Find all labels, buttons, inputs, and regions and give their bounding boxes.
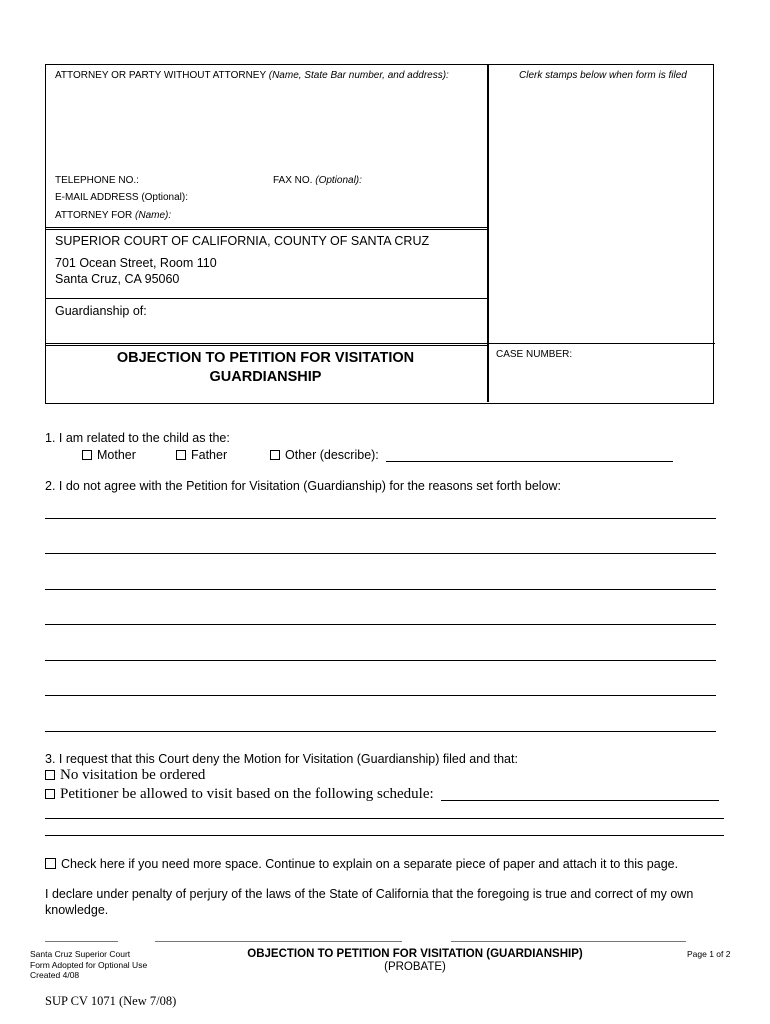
- checkbox-icon: [82, 450, 92, 460]
- item1-label: 1. I am related to the child as the:: [45, 431, 230, 445]
- footer-title-block: [220, 948, 610, 973]
- form-number: SUP CV 1071 (New 7/08): [45, 994, 177, 1008]
- item2-label: 2. I do not agree with the Petition for Visitation (Guardianship) for the reasons set forth below:: [45, 479, 562, 493]
- caption-rule: [46, 227, 487, 228]
- reason-line[interactable]: [45, 553, 716, 554]
- court-address-line2: Santa Cruz, CA 95060: [55, 272, 180, 286]
- checkbox-icon: [45, 789, 55, 799]
- reason-line[interactable]: [45, 695, 716, 696]
- case-number-label: CASE NUMBER:: [496, 349, 573, 360]
- court-name: SUPERIOR COURT OF CALIFORNIA, COUNTY OF SANTA CRUZ: [55, 234, 430, 248]
- no-visitation-option[interactable]: No visitation be ordered: [45, 767, 205, 784]
- page-number: Page 1 of 2: [687, 949, 731, 959]
- date-line[interactable]: [45, 941, 118, 942]
- schedule-line[interactable]: [45, 835, 724, 836]
- reason-line[interactable]: [45, 518, 716, 519]
- reason-line[interactable]: [45, 660, 716, 661]
- name-line[interactable]: [155, 941, 402, 942]
- other-describe-field[interactable]: [386, 461, 673, 462]
- footer-left: Santa Cruz Superior Court Form Adopted for Optional Use Created 4/08: [30, 949, 148, 980]
- clerk-stamp-label: Clerk stamps below when form is filed: [519, 70, 687, 81]
- mother-checkbox[interactable]: Mother: [82, 448, 136, 462]
- reason-line[interactable]: [45, 731, 716, 732]
- item3-label: 3. I request that this Court deny the Motion for Visitation (Guardianship) filed and that:: [45, 752, 518, 766]
- reason-line[interactable]: [45, 589, 716, 590]
- checkbox-icon: [45, 858, 56, 869]
- telephone-label: TELEPHONE NO.:: [55, 175, 139, 186]
- visit-schedule-option[interactable]: Petitioner be allowed to visit based on the following schedule:: [45, 786, 434, 803]
- signature-line[interactable]: [451, 941, 686, 942]
- court-address-line1: 701 Ocean Street, Room 110: [55, 256, 217, 270]
- reason-line[interactable]: [45, 624, 716, 625]
- caption-rule: [46, 229, 487, 230]
- caption-rule: [46, 298, 487, 299]
- caption-rule: [46, 345, 487, 346]
- checkbox-icon: [270, 450, 280, 460]
- more-space-checkbox[interactable]: Check here if you need more space. Continue to explain on a separate piece of paper and attach it to this page.: [45, 857, 678, 871]
- checkbox-icon: [45, 770, 55, 780]
- caption-rule: [46, 343, 715, 344]
- declaration-text: I declare under penalty of perjury of the laws of the State of California that the foregoing is true and correct of my own knowledge.: [45, 887, 694, 917]
- fax-label: FAX NO. (Optional):: [273, 175, 362, 186]
- attorney-for-label: ATTORNEY FOR (Name):: [55, 210, 172, 221]
- guardianship-label: Guardianship of:: [55, 304, 147, 318]
- attorney-label: ATTORNEY OR PARTY WITHOUT ATTORNEY (Name, State Bar number, and address):: [55, 70, 449, 81]
- father-checkbox[interactable]: Father: [176, 448, 227, 462]
- form-title: OBJECTION TO PETITION FOR VISITATION GUARDIANSHIP: [116, 350, 415, 385]
- other-checkbox[interactable]: Other (describe):: [270, 448, 379, 462]
- caption-divider: [487, 65, 489, 402]
- checkbox-icon: [176, 450, 186, 460]
- schedule-line[interactable]: [45, 818, 724, 819]
- email-label: E-MAIL ADDRESS (Optional):: [55, 192, 189, 203]
- footer-title: OBJECTION TO PETITION FOR VISITATION (GUARDIANSHIP): [247, 948, 583, 960]
- schedule-field[interactable]: [441, 800, 719, 801]
- footer-subtitle: (PROBATE): [384, 961, 446, 973]
